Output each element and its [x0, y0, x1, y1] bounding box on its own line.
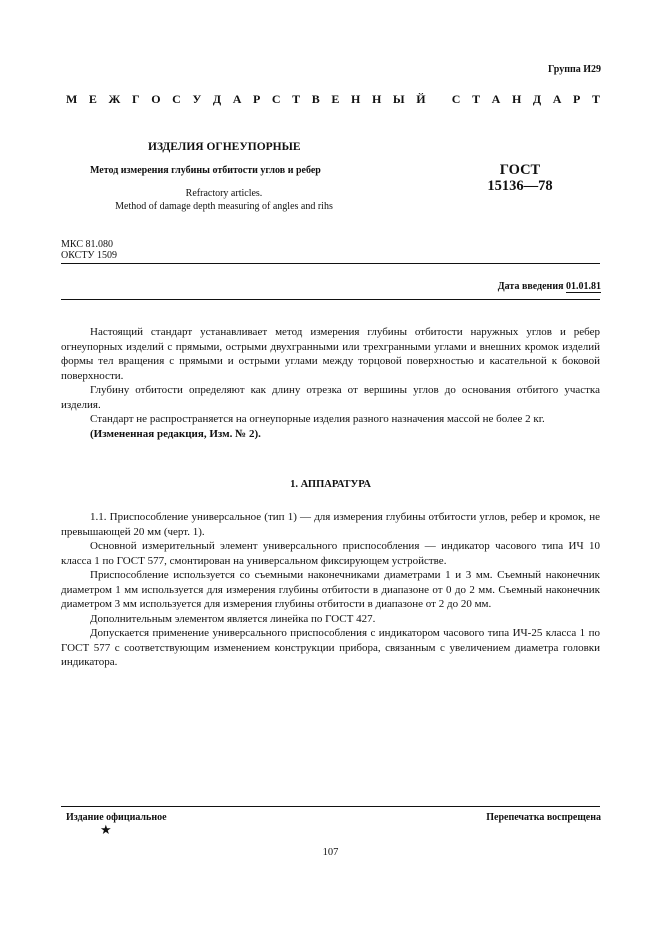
date-label: Дата введения [497, 281, 566, 292]
heading-letter: Т [292, 92, 301, 106]
heading-letter: Н [511, 92, 522, 106]
heading-letter: С [172, 92, 181, 106]
heading-letter: О [151, 92, 161, 106]
paragraph: Основной измерительный элемент универсального приспособления — индикатор часового типа ИЧ 10 класса 1 по ГОСТ 577, смонтирован на универсальном фиксирующем устройстве. [61, 540, 600, 567]
gost-designation [470, 162, 570, 194]
amendment-note: (Измененная редакция, Изм. № 2). [90, 427, 261, 440]
heading-letter: Ж [108, 92, 121, 106]
heading-letter: Н [351, 92, 361, 106]
gost-number: 15136—78 [487, 178, 553, 194]
paragraph: Допускается применение универсального приспособления с индикатором часового типа ИЧ-25 класса 1 по ГОСТ 577 с соответствующим изменением конструкции прибора, связанным с увеличением диаметра головки индикатора. [61, 627, 600, 668]
footer-divider [61, 806, 600, 807]
heading-letter: А [491, 92, 501, 106]
heading-letter: Р [573, 92, 581, 106]
heading-letter: Й [416, 92, 426, 106]
paragraph: Дополнительным элементом является линейка по ГОСТ 427. [90, 612, 376, 625]
document-title: ИЗДЕЛИЯ ОГНЕУПОРНЫЕ [148, 141, 301, 153]
reprint-prohibited-label: Перепечатка воспрещена [486, 812, 601, 823]
paragraph: Глубину отбитости определяют как длину отрезка от вершины углов до основания отбитого участка изделия. [61, 384, 600, 411]
paragraph: Стандарт не распространяется на огнеупорные изделия разного назначения массой не более 2 кг. [90, 413, 545, 425]
heading-letter: А [552, 92, 562, 106]
introduction-date [498, 281, 601, 292]
paragraph: Настоящий стандарт устанавливает метод измерения глубины отбитости наружных углов и ребер огнеупорных изделий с прямыми, острыми двухгранными или трехгранными углами и внешних кромок изделий формы тел вращения с прямыми и острыми углами между торцовой поверхностью и касательной к боковой поверхности. [61, 326, 600, 382]
date-divider [61, 299, 600, 300]
heading-letter: Ы [392, 92, 405, 106]
introduction-text [61, 325, 600, 441]
heading-letter: Д [212, 92, 222, 106]
paragraph: 1.1. Приспособление универсальное (тип 1) — для измерения глубины отбитости углов, ребер и кромок, не превышающей 20 мм (черт. 1). [61, 511, 600, 538]
heading-letter: Р [252, 92, 261, 106]
heading-letter: У [192, 92, 202, 106]
english-title-line: Method of damage depth measuring of angles and rihs [115, 201, 333, 212]
page-number: 107 [322, 847, 339, 858]
group-code: Группа И29 [548, 64, 601, 75]
section-text [61, 510, 600, 670]
heading-letter: С [271, 92, 281, 106]
header-divider [61, 263, 600, 264]
date-value: 01.01.81 [566, 281, 601, 292]
heading-letter: А [232, 92, 242, 106]
heading-letter: Е [331, 92, 340, 106]
heading-letter: М [66, 92, 78, 106]
heading-letter: Г [132, 92, 140, 106]
official-edition-label: Издание официальное [66, 812, 167, 823]
heading-letter: Д [532, 92, 542, 106]
classification-codes [61, 239, 117, 261]
heading-letter: Т [591, 92, 600, 106]
heading-letter: Т [472, 92, 481, 106]
english-title-line: Refractory articles. [185, 188, 263, 199]
english-title [94, 187, 354, 213]
mks-code: МКС 81.080 [61, 239, 113, 250]
standard-type-heading [66, 92, 600, 107]
heading-letter: Е [88, 92, 97, 106]
heading-word-gap [437, 92, 440, 107]
heading-letter: В [311, 92, 320, 106]
heading-letter: С [451, 92, 461, 106]
paragraph: Приспособление используется со съемными наконечниками диаметрами 1 и 3 мм. Съемный наконечник диаметром 1 мм используется для измерения глубины отбитости в диапазоне от 0 до 2 мм. Съемный наконечник диаметром 3 мм используется для измерения глубины отбитости в диапазоне от 2 до 20 мм. [61, 569, 600, 610]
document-subtitle: Метод измерения глубины отбитости углов и ребер [90, 165, 321, 176]
section-title: 1. АППАРАТУРА [290, 479, 371, 490]
okstu-code: ОКСТУ 1509 [61, 250, 118, 261]
heading-letter: Н [371, 92, 382, 106]
gost-label: ГОСТ [499, 162, 541, 178]
star-icon: ★ [100, 822, 112, 837]
